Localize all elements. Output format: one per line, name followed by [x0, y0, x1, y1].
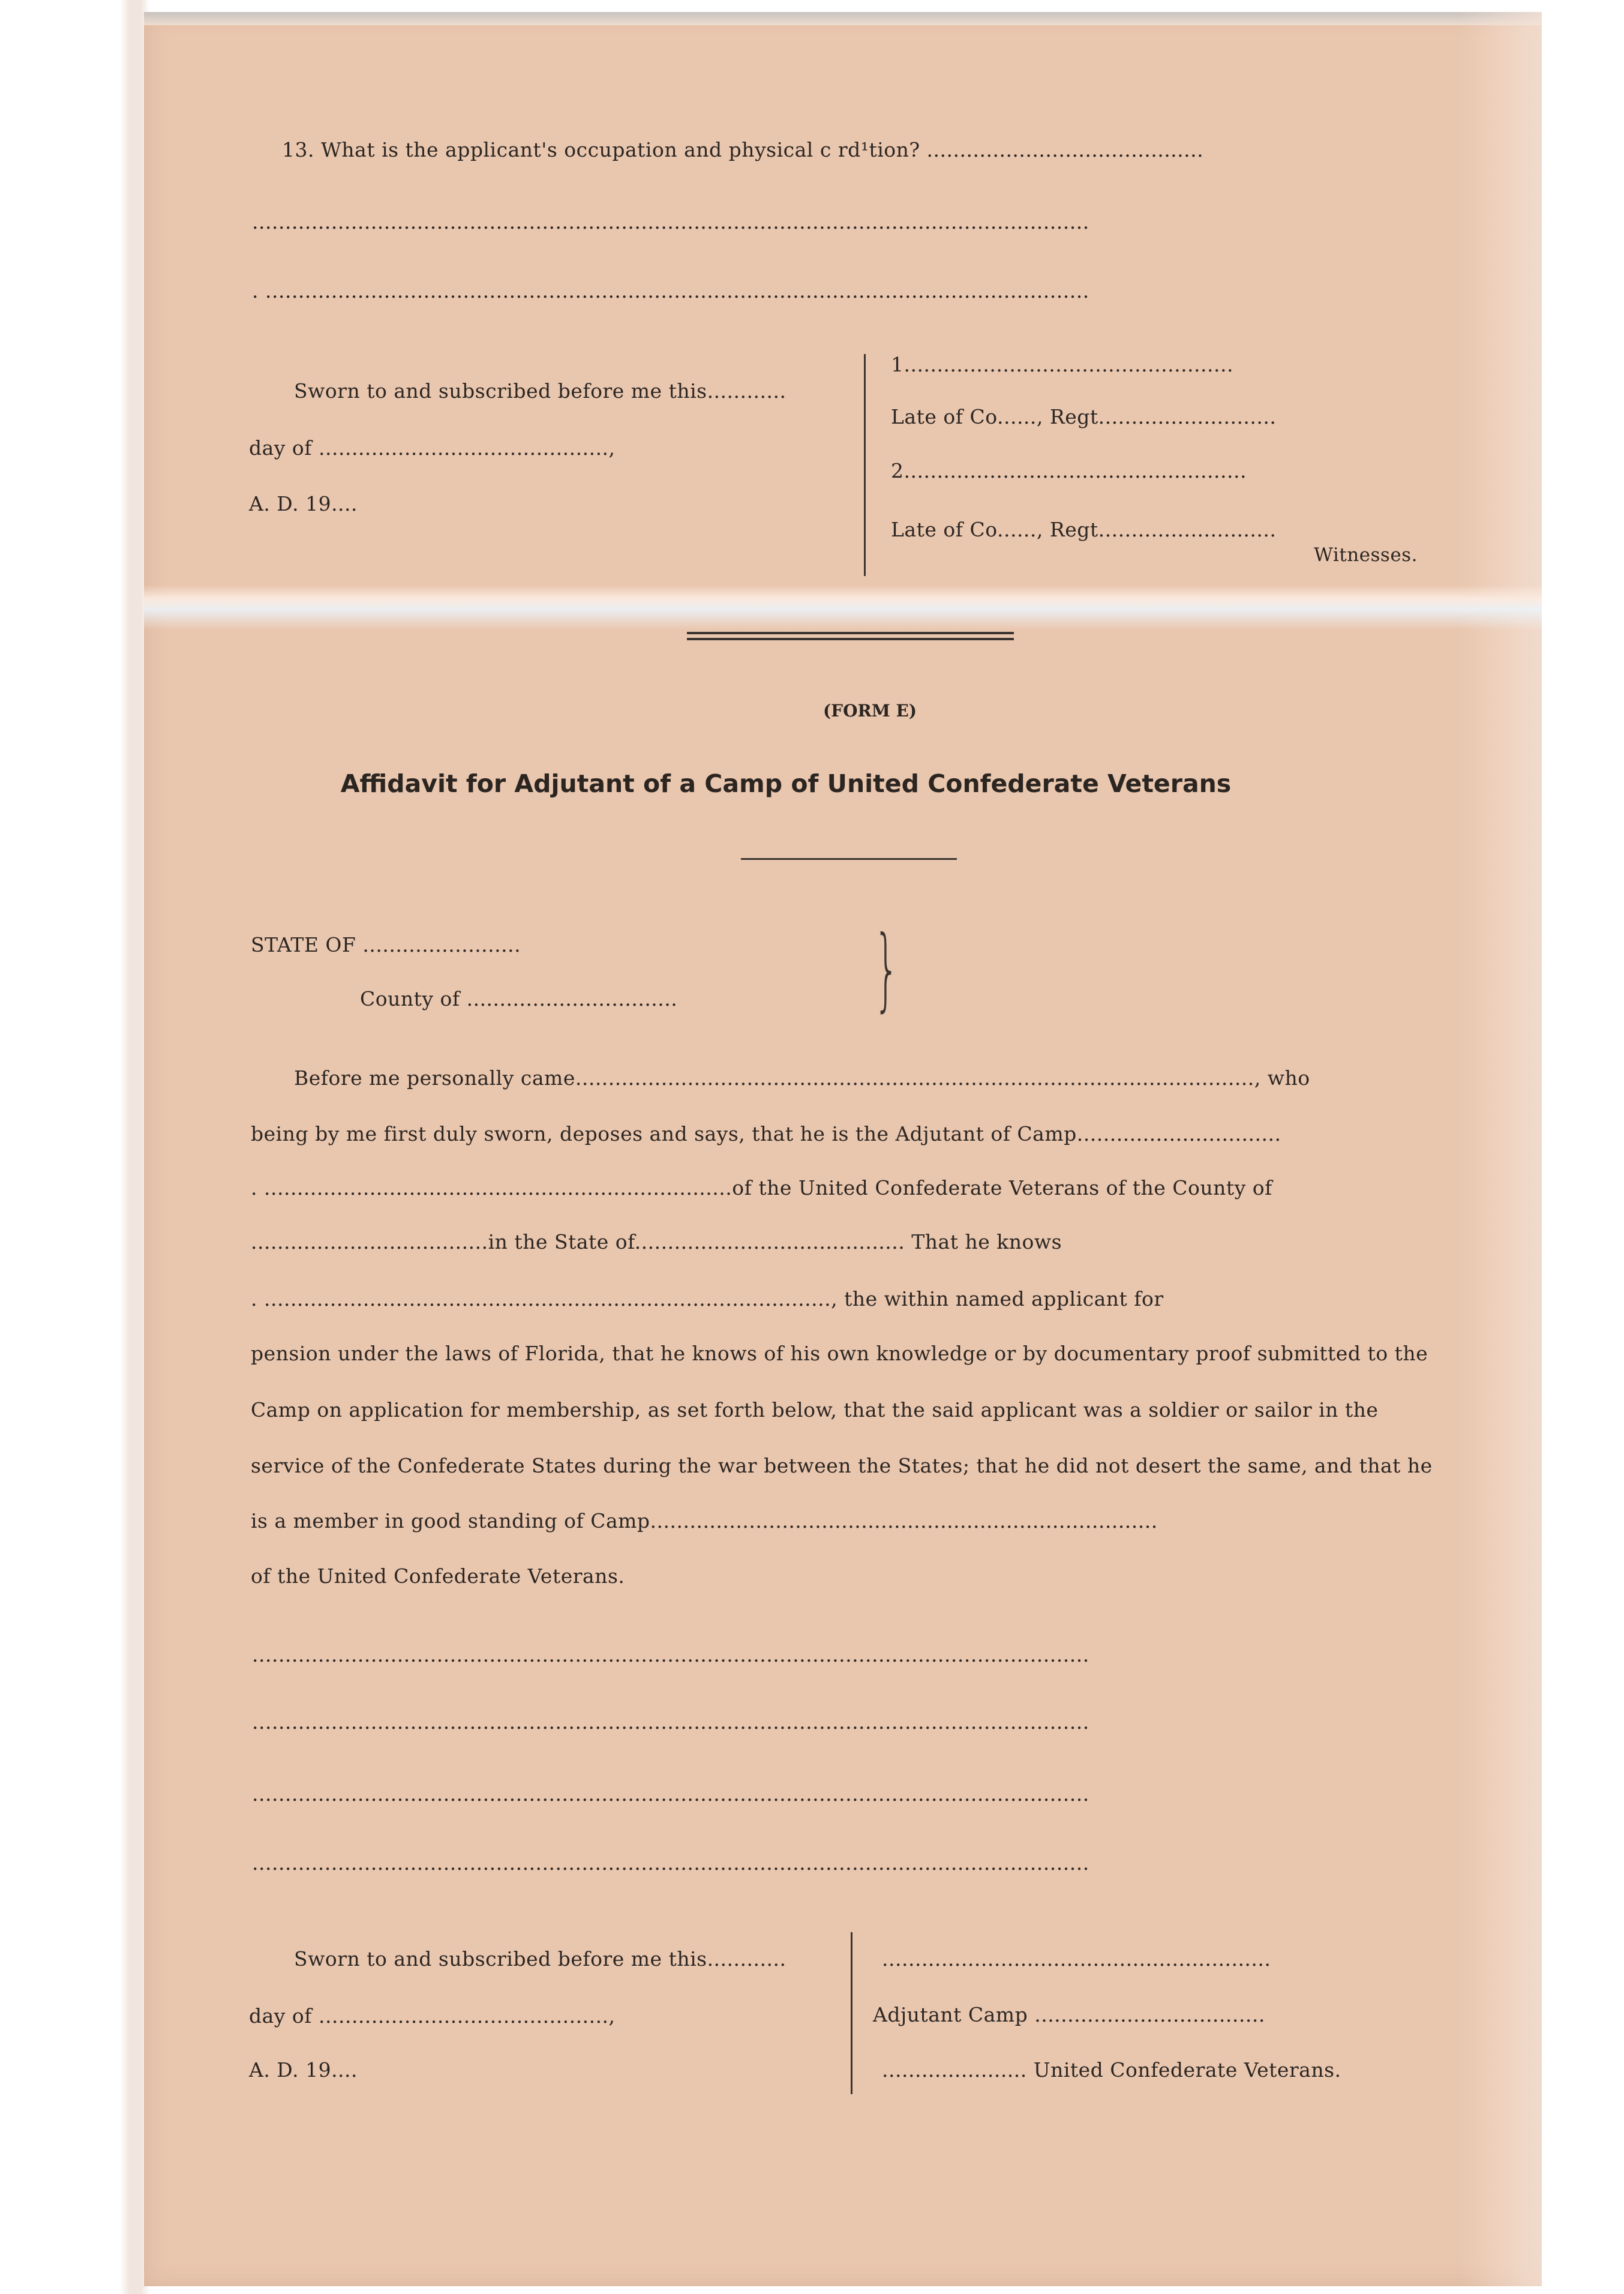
witness-1-unit: Late of Co......, Regt........................... — [891, 405, 1277, 428]
form-label: (FORM E) — [822, 701, 917, 721]
section-rule-top — [687, 632, 1014, 634]
sworn-text: Sworn to and subscribed before me this............ — [294, 1947, 787, 1971]
day-of-line: day of ............................................, — [249, 2004, 616, 2028]
title-underline — [741, 858, 957, 860]
witness-divider — [864, 354, 866, 576]
witness-1-line: 1.................................................. — [891, 353, 1233, 376]
answer-blank-line: ............................................................................................................................... — [252, 210, 1089, 233]
signature-divider — [851, 1932, 852, 2094]
affidavit-line-9: is a member in good standing of Camp............................................................................. — [251, 1509, 1158, 1533]
sleeve-top-edge — [144, 12, 1542, 25]
venue-brace: } — [873, 917, 900, 1021]
blank-line: ............................................................................................................................... — [252, 1851, 1089, 1875]
affidavit-line-2: being by me first duly sworn, deposes and says, that he is the Adjutant of Camp............................... — [251, 1122, 1281, 1145]
affidavit-line-8: service of the Confederate States during the war between the States; that he did not desert the same, and that he — [251, 1454, 1433, 1477]
affidavit-line-5: . ......................................................................................, the within named applicant for — [251, 1287, 1164, 1311]
county-of-line: County of ................................ — [360, 987, 678, 1010]
signature-line: ........................................................... — [882, 1947, 1271, 1971]
blank-line: ............................................................................................................................... — [252, 1782, 1089, 1806]
sleeve-glare — [144, 585, 1542, 630]
question-13: 13. What is the applicant's occupation and physical c rd¹tion? .......................................... — [282, 138, 1204, 161]
affidavit-line-4: ....................................in the State of......................................... That he knows — [251, 1230, 1062, 1254]
ucv-line: ...................... United Confederate Veterans. — [882, 2058, 1341, 2082]
section-rule-bottom — [687, 638, 1014, 640]
witnesses-label: Witnesses. — [1314, 544, 1418, 566]
affidavit-line-7: Camp on application for membership, as set forth below, that the said applicant was a soldier or sailor in the — [251, 1398, 1379, 1422]
sworn-text: Sworn to and subscribed before me this............ — [294, 379, 787, 403]
affidavit-line-6: pension under the laws of Florida, that he knows of his own knowledge or by documentary proof submitted to the — [251, 1342, 1428, 1365]
adjutant-camp-line: Adjutant Camp ................................... — [873, 2003, 1265, 2026]
affidavit-line-10: of the United Confederate Veterans. — [251, 1564, 625, 1588]
witness-2-unit: Late of Co......, Regt........................... — [891, 518, 1277, 541]
document-page — [144, 12, 1542, 2286]
day-of-line: day of ............................................, — [249, 436, 616, 460]
state-of-line: STATE OF ........................ — [251, 933, 521, 956]
affidavit-line-1: Before me personally came......................................................................................................., who — [294, 1066, 1310, 1090]
witness-2-line: 2.................................................... — [891, 459, 1247, 482]
answer-blank-line: . ............................................................................................................................. — [252, 279, 1089, 302]
page-edge-shading — [1458, 12, 1542, 2286]
affidavit-line-3: . .......................................................................of the United Confederate Veterans of the County of — [251, 1176, 1272, 1200]
blank-line: ............................................................................................................................... — [252, 1643, 1089, 1666]
form-title: Affidavit for Adjutant of a Camp of United Confederate Veterans — [340, 769, 1232, 798]
blank-line: ............................................................................................................................... — [252, 1710, 1089, 1734]
year-line: A. D. 19.... — [249, 492, 358, 515]
year-line: A. D. 19.... — [249, 2058, 358, 2082]
